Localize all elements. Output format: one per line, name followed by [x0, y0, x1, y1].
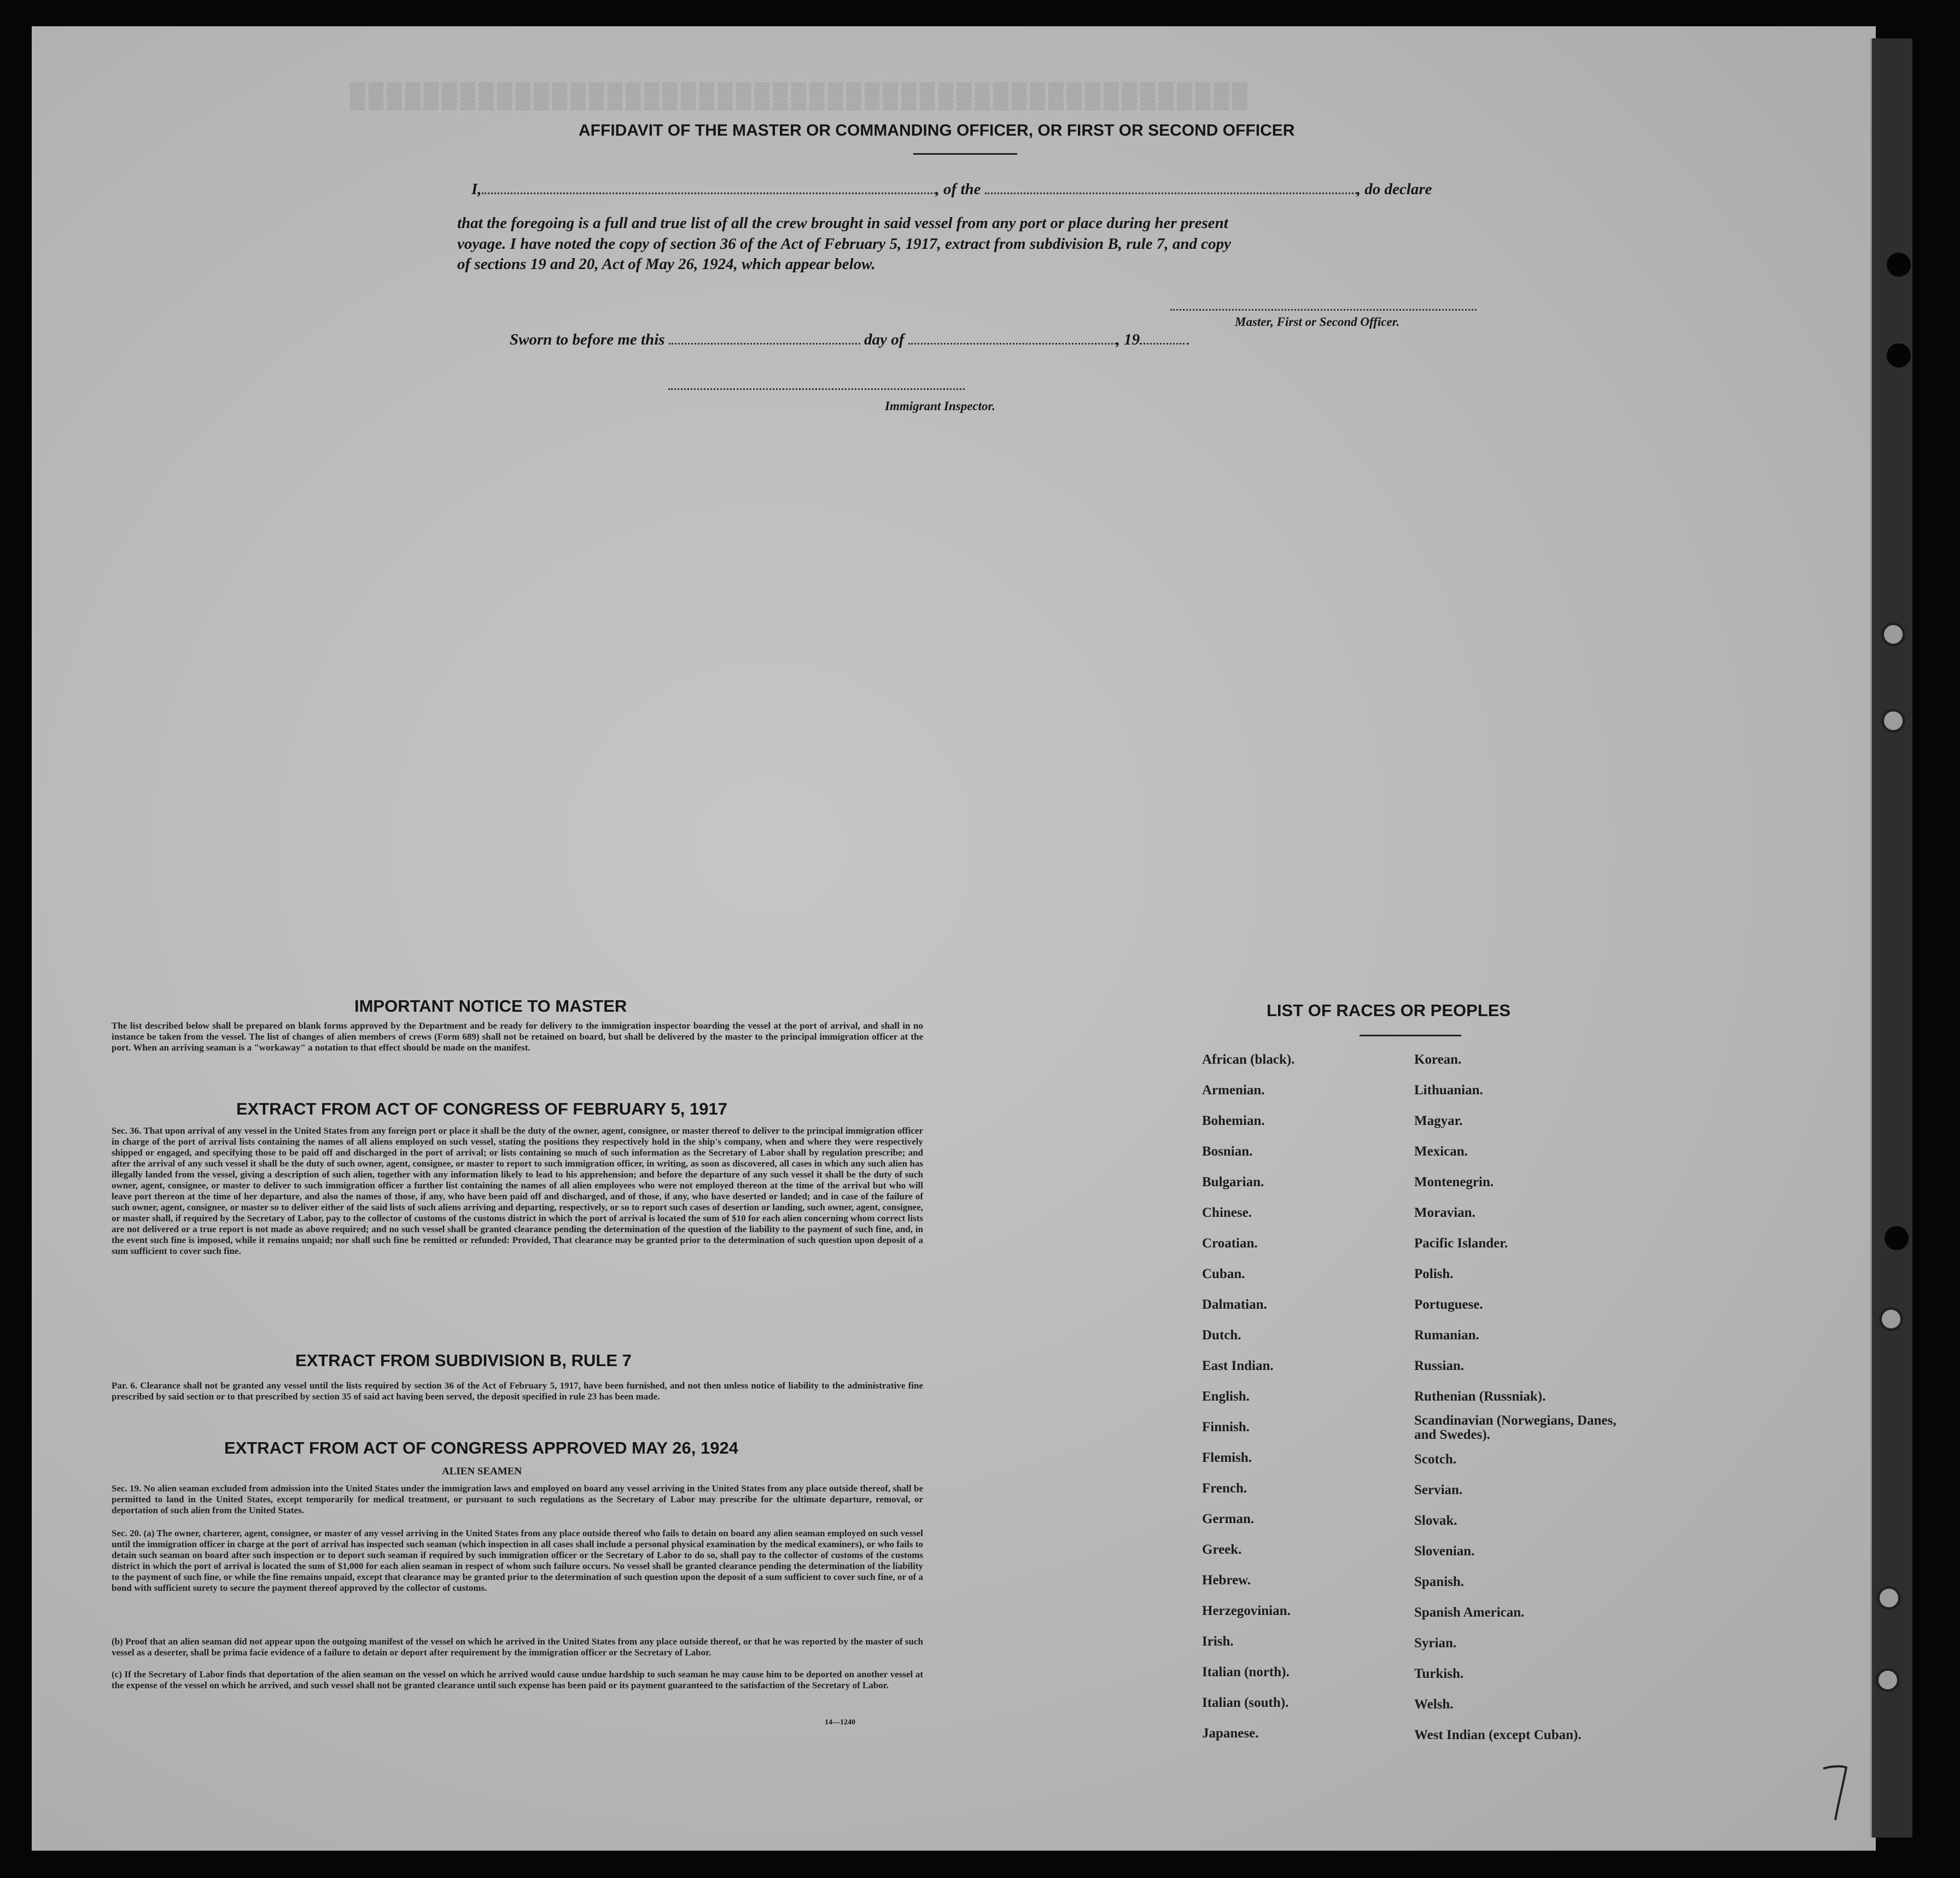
month-blank[interactable]	[908, 343, 1116, 345]
race-item: Greek.	[1202, 1542, 1242, 1557]
race-item: Italian (north).	[1202, 1665, 1290, 1679]
races-title: LIST OF RACES OR PEOPLES	[1267, 1001, 1511, 1020]
declare-label: , do declare	[1356, 180, 1432, 198]
race-item: Herzegovinian.	[1202, 1603, 1291, 1618]
race-item: Syrian.	[1414, 1636, 1457, 1650]
master-signature-line[interactable]	[1170, 304, 1477, 311]
binder-hole	[1887, 343, 1911, 368]
race-item: Dutch.	[1202, 1328, 1241, 1343]
race-item: Mexican.	[1414, 1144, 1468, 1159]
race-item: Korean.	[1414, 1052, 1462, 1067]
race-item: Bosnian.	[1202, 1144, 1253, 1159]
race-item: Armenian.	[1202, 1083, 1265, 1098]
binder-hole	[1887, 253, 1911, 277]
extract-1917-title: EXTRACT FROM ACT OF CONGRESS OF FEBRUARY 5, 1917	[236, 1099, 727, 1118]
form-number: 14—1240	[825, 1718, 855, 1727]
race-item: Spanish.	[1414, 1574, 1465, 1589]
affidavit-line2: that the foregoing is a full and true list of all the crew brought in said vessel from any port or place during her present	[457, 214, 1228, 232]
day-blank[interactable]	[669, 343, 860, 345]
race-item: Scandinavian (Norwegians, Danes, and Swedes).	[1414, 1413, 1617, 1442]
race-item: Magyar.	[1414, 1113, 1463, 1128]
vessel-blank[interactable]	[985, 193, 1357, 194]
race-item: Slovenian.	[1414, 1544, 1475, 1559]
title-rule	[913, 153, 1017, 155]
rule7-title: EXTRACT FROM SUBDIVISION B, RULE 7	[295, 1351, 632, 1370]
race-item: West Indian (except Cuban).	[1414, 1728, 1582, 1742]
race-item: Irish.	[1202, 1634, 1234, 1649]
race-item: Portuguese.	[1414, 1297, 1483, 1312]
race-item: Hebrew.	[1202, 1573, 1251, 1588]
races-title-rule	[1360, 1035, 1461, 1036]
day-label: day of	[864, 331, 905, 348]
race-item: Spanish American.	[1414, 1605, 1525, 1620]
race-item: Chinese.	[1202, 1205, 1252, 1220]
race-item: Scotch.	[1414, 1452, 1457, 1467]
binder-hole	[1876, 1668, 1900, 1692]
race-item: East Indian.	[1202, 1358, 1274, 1373]
sec19-text: Sec. 19. No alien seaman excluded from admission into the United States under the immigration laws and employed on board any vessel arriving in the United States from any place outside thereof, shall be permitted to land in the United States, except temporarily for medical treatment, or pursuant to such regulations as the Secretary of Labor may prescribe for the ultimate departure, removal, or deportation of such alien from the United States.	[112, 1483, 923, 1515]
affidavit-line1	[471, 180, 1432, 199]
sec20c-text: (c) If the Secretary of Labor finds that deportation of the alien seaman on the vessel on which he arrived would cause undue hardship to such seaman he may cause him to be deported on another vessel at the expense of the vessel on which he arrived, and such vessel shall not be granted clearance until such expense has been paid or its payment guaranteed to the satisfaction of the Secretary of Labor.	[112, 1669, 923, 1690]
race-item: German.	[1202, 1512, 1255, 1526]
extract-1917-text: Sec. 36. That upon arrival of any vessel in the United States from any foreign port or place it shall be the duty of the owner, agent, consignee, or master thereof to deliver to the principal immigration officer in charge of the port of arrival lists containing the names of all aliens employed on such vessel, stating the positions they respectively hold in the ship's company, when and where they were respectively shipped or engaged, and specifying those to be paid off and discharged in the port of arrival; or lists containing so much of such information as the Secretary of Labor shall by regulation prescribe; and after the arrival of any such vessel it shall be the duty of such owner, agent, consignee, or master to report to such immigration officer, in writing, as soon as discovered, all cases in which any such alien has illegally landed from the vessel, giving a description of such alien, together with any information likely to lead to his apprehension; and before the departure of any such vessel it shall be the duty of such owner, agent, consignee, or master to deliver to such immigration officer a further list containing the names of all alien employees who were not employed thereon at the time of the arrival but who will leave port thereon at the time of her departure, and also the names of those, if any, who have been paid off and discharged, and of those, if any, who have deserted or landed; and in case of the failure of such owner, agent, consignee, or master so to deliver either of the said lists of such aliens arriving and departing, respectively, or so to report such cases of desertion or landing, such owner, agent, consignee, or master shall, if required by the Secretary of Labor, pay to the collector of customs of the customs district in which the port of arrival is located the sum of $10 for each alien concerning whom correct lists are not delivered or a true report is not made as above required; and no such vessel shall be granted clearance pending the determination of the question of the liability to the payment of such fine, and, in the event such fine is imposed, while it remains unpaid; nor shall such fine be remitted or refunded: Provided, That clearance may be granted prior to the determination of such question upon deposit of a sum sufficient to cover such fine.	[112, 1125, 923, 1256]
binder-hole	[1879, 1307, 1903, 1331]
name-blank[interactable]	[482, 193, 936, 194]
race-item: Rumanian.	[1414, 1328, 1479, 1343]
race-item: Italian (south).	[1202, 1695, 1289, 1710]
inspector-signature-line[interactable]	[668, 383, 965, 390]
alien-seamen-subtitle: ALIEN SEAMEN	[442, 1466, 522, 1477]
race-item: English.	[1202, 1389, 1250, 1404]
race-item: French.	[1202, 1481, 1247, 1496]
extract-1924-title: EXTRACT FROM ACT OF CONGRESS APPROVED MAY 26, 1924	[224, 1438, 738, 1457]
race-item: African (black).	[1202, 1052, 1295, 1067]
binder-hole	[1877, 1586, 1901, 1610]
bleed-through-heading: ▓▓▓▓▓▓▓▓▓▓▓▓▓▓▓▓▓▓▓▓▓▓▓▓▓▓▓▓▓▓▓▓▓▓▓▓▓▓▓▓▓▓▓▓▓▓▓▓▓	[350, 82, 1251, 110]
race-item: Welsh.	[1414, 1697, 1454, 1712]
race-item: Croatian.	[1202, 1236, 1258, 1251]
race-item: Finnish.	[1202, 1420, 1250, 1434]
race-item: Slovak.	[1414, 1513, 1457, 1528]
race-item: Ruthenian (Russniak).	[1414, 1389, 1546, 1404]
rule7-text: Par. 6. Clearance shall not be granted any vessel until the lists required by section 36 of the Act of February 5, 1917, have been furnished, and not then unless notice of liability to the administrative fine prescribed by said section or to that prescribed by section 35 of said act having been served, the deposit specified in rule 23 has been made.	[112, 1380, 923, 1402]
race-item: Turkish.	[1414, 1666, 1464, 1681]
of-the-label: , of the	[935, 180, 981, 198]
sec20b-text: (b) Proof that an alien seaman did not appear upon the outgoing manifest of the vessel on which he arrived in the United States from any place outside thereof, or that he was reported by the master of such vessel as a deserter, shall be prima facie evidence of a failure to detain or deport after requirement by the immigration officer or the Secretary of Labor.	[112, 1636, 923, 1658]
race-item: Montenegrin.	[1414, 1175, 1494, 1189]
race-item: Moravian.	[1414, 1205, 1475, 1220]
affidavit-line3: voyage. I have noted the copy of section 36 of the Act of February 5, 1917, extract from subdivision B, rule 7, and copy	[457, 235, 1231, 253]
year-label: , 19	[1116, 331, 1140, 348]
affidavit-title: AFFIDAVIT OF THE MASTER OR COMMANDING OFFICER, OR FIRST OR SECOND OFFICER	[579, 121, 1295, 139]
race-item: Cuban.	[1202, 1267, 1245, 1281]
race-item: Bohemian.	[1202, 1113, 1265, 1128]
inspector-label: Immigrant Inspector.	[885, 399, 995, 413]
sec20a-text: Sec. 20. (a) The owner, charterer, agent, consignee, or master of any vessel arriving in the United States from any place outside thereof who fails to detain on board any alien seaman employed on such vessel until the immigration officer in charge at the port of arrival has inspected such seaman (which inspection in all cases shall include a personal physical examination by the medical examiners), or who fails to detain such seaman on board after such inspection or to deport such seaman if required by such immigration officer or the Secretary of Labor to do so, shall pay to the collector of customs of the customs district in which the port of arrival is located the sum of $1,000 for each alien seaman in respect of whom such failure occurs. No vessel shall be granted clearance pending the determination of the liability to the payment of such fine, or while the fine remains unpaid, except that clearance may be granted prior to the determination of such question upon the deposit of a sum sufficient to cover such fine, or of a bond with sufficient surety to secure the payment thereof approved by the collector of customs.	[112, 1528, 923, 1593]
race-item: Polish.	[1414, 1267, 1454, 1281]
race-item: Pacific Islander.	[1414, 1236, 1508, 1251]
sworn-label: Sworn to before me this	[510, 331, 665, 348]
master-label: Master, First or Second Officer.	[1235, 315, 1400, 329]
race-item: Lithuanian.	[1414, 1083, 1483, 1098]
race-item: Japanese.	[1202, 1726, 1259, 1741]
page-edge-shadow	[1870, 38, 1912, 1838]
notice-text: The list described below shall be prepared on blank forms approved by the Department and be ready for delivery to the immigration inspector boarding the vessel at the port of arrival, and shall in no instance be taken from the vessel. The list of changes of alien members of crews (Form 689) shall not be retained on board, but shall be delivered by the master to the principal immigration officer at the port. When an arriving seaman is a "workaway" a notation to that effect should be made on the manifest.	[112, 1020, 923, 1053]
notice-title: IMPORTANT NOTICE TO MASTER	[354, 996, 627, 1016]
affidavit-line4: of sections 19 and 20, Act of May 26, 1924, which appear below.	[457, 255, 876, 273]
sworn-line	[510, 331, 1189, 349]
binder-hole	[1881, 622, 1905, 646]
races-right-column	[1414, 1045, 1622, 1751]
race-item: Flemish.	[1202, 1450, 1252, 1465]
binder-hole	[1881, 709, 1905, 733]
race-item: Bulgarian.	[1202, 1175, 1264, 1189]
races-left-column	[1202, 1045, 1294, 1749]
binder-hole	[1885, 1226, 1909, 1250]
handwritten-mark	[1819, 1763, 1852, 1823]
race-item: Servian.	[1414, 1483, 1463, 1497]
year-blank[interactable]	[1140, 343, 1189, 345]
race-item: Dalmatian.	[1202, 1297, 1267, 1312]
i-label: I,	[471, 180, 482, 198]
race-item: Russian.	[1414, 1358, 1465, 1373]
